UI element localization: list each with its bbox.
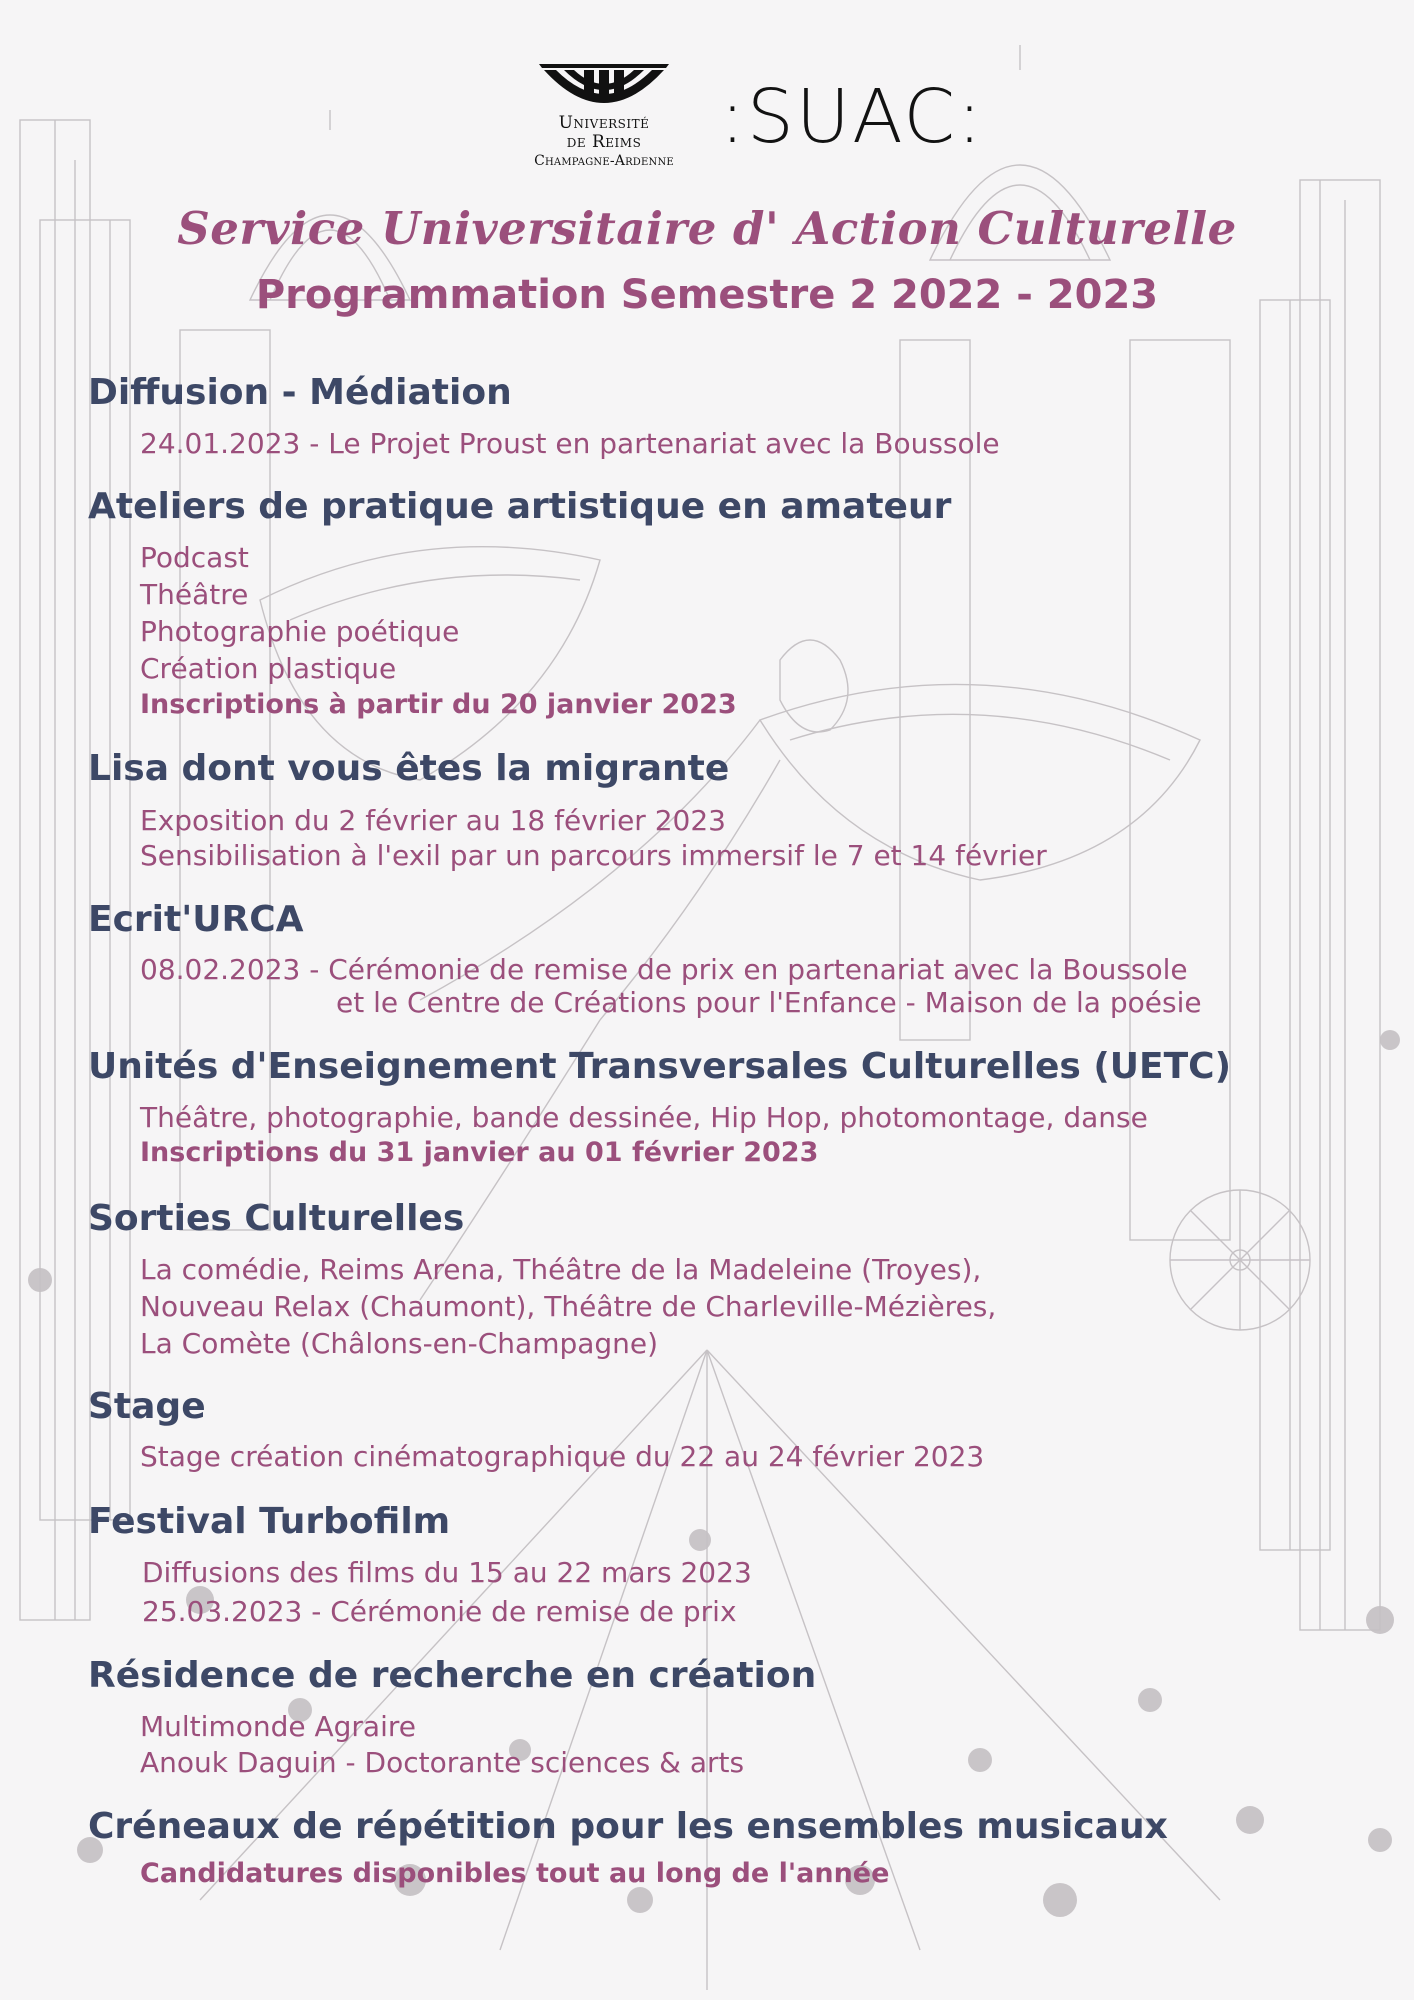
section-line: Photographie poétique xyxy=(140,615,460,648)
section-line: La Comète (Châlons-en-Champagne) xyxy=(140,1327,659,1360)
section-line: et le Centre de Créations pour l'Enfance - Maison de la poésie xyxy=(336,986,1202,1019)
section-line-highlight: Inscriptions du 31 janvier au 01 février 2023 xyxy=(140,1137,819,1168)
section-line: 25.03.2023 - Cérémonie de remise de prix xyxy=(142,1595,737,1628)
section-line: Sensibilisation à l'exil par un parcours immersif le 7 et 14 février xyxy=(140,839,1047,872)
section-title: Stage xyxy=(88,1386,206,1427)
section-line: Théâtre, photographie, bande dessinée, Hip Hop, photomontage, danse xyxy=(140,1101,1148,1134)
section-line: Podcast xyxy=(140,541,249,574)
section-title: Lisa dont vous êtes la migrante xyxy=(88,748,730,789)
section-title: Ecrit'URCA xyxy=(88,899,304,940)
section-line: 08.02.2023 - Cérémonie de remise de prix en partenariat avec la Boussole xyxy=(140,953,1188,986)
university-emblem-icon xyxy=(534,56,674,114)
section-line: Création plastique xyxy=(140,652,397,685)
section-title: Festival Turbofilm xyxy=(88,1501,451,1542)
section-title: Résidence de recherche en création xyxy=(88,1655,817,1696)
section-title: Diffusion - Médiation xyxy=(88,372,512,413)
section-line: Multimonde Agraire xyxy=(140,1710,416,1743)
section-title: Sorties Culturelles xyxy=(88,1198,465,1239)
section-line: 24.01.2023 - Le Projet Proust en partenariat avec la Boussole xyxy=(140,427,1000,460)
service-title: Service Universitaire d' Action Culturelle xyxy=(177,202,1237,255)
section-line: Anouk Daguin - Doctorante sciences & arts xyxy=(140,1746,745,1779)
section-line-highlight: Candidatures disponibles tout au long de l'année xyxy=(140,1858,890,1889)
section-title: Ateliers de pratique artistique en amateur xyxy=(88,486,952,527)
section-line: Exposition du 2 février au 18 février 2023 xyxy=(140,804,726,837)
section-line: Diffusions des films du 15 au 22 mars 2023 xyxy=(142,1556,752,1589)
section-line: Stage création cinématographique du 22 au 24 février 2023 xyxy=(140,1440,985,1473)
section-line: Nouveau Relax (Chaumont), Théâtre de Charleville-Mézières, xyxy=(140,1290,997,1323)
university-name-line1: Université xyxy=(558,113,650,133)
section-line: Théâtre xyxy=(140,578,249,611)
university-logo xyxy=(488,56,720,186)
university-name-line3: Champagne-Ardenne xyxy=(534,153,674,169)
section-line: La comédie, Reims Arena, Théâtre de la Madeleine (Troyes), xyxy=(140,1253,982,1286)
section-line-highlight: Inscriptions à partir du 20 janvier 2023 xyxy=(140,689,737,720)
program-subtitle: Programmation Semestre 2 2022 - 2023 xyxy=(255,272,1159,318)
suac-logo: :SUAC: xyxy=(720,74,984,160)
section-title: Unités d'Enseignement Transversales Culturelles (UETC) xyxy=(88,1046,1232,1087)
university-name-line2: de Reims xyxy=(566,132,642,152)
section-title: Créneaux de répétition pour les ensembles musicaux xyxy=(88,1806,1168,1847)
